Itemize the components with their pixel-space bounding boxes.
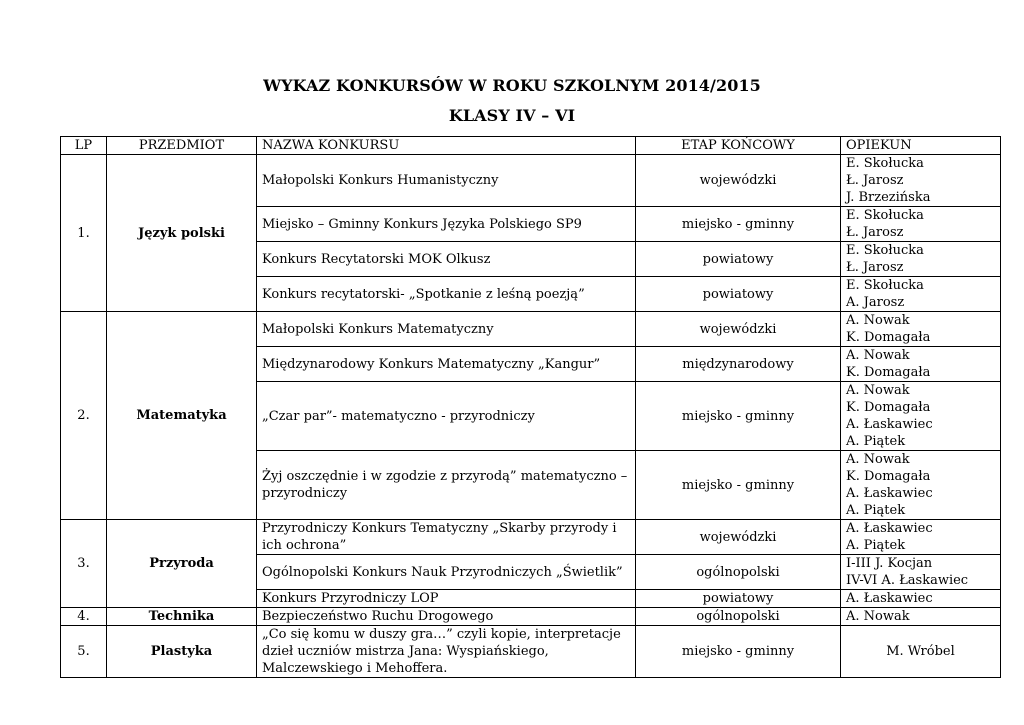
table-row	[61, 520, 1001, 555]
guardian-name: E. Skołucka	[846, 156, 924, 171]
final-stage-cell: ogólnopolski	[636, 608, 841, 626]
contest-name-cell: Żyj oszczędnie i w zgodzie z przyrodą” matematyczno – przyrodniczy	[257, 451, 636, 520]
guardian-name: Ł. Jarosz	[846, 173, 904, 188]
guardian-cell	[841, 608, 1001, 626]
guardian-name: E. Skołucka	[846, 208, 924, 223]
final-stage-cell: miejsko - gminny	[636, 382, 841, 451]
row-number: 1.	[61, 155, 107, 312]
header-guardian: OPIEKUN	[841, 137, 1001, 155]
final-stage-cell: powiatowy	[636, 242, 841, 277]
final-stage-cell: wojewódzki	[636, 312, 841, 347]
guardian-name: K. Domagała	[846, 400, 931, 415]
guardian-name: A. Łaskawiec	[846, 486, 933, 501]
subject-cell: Język polski	[107, 155, 257, 312]
guardian-name: A. Łaskawiec	[846, 521, 933, 536]
row-number: 4.	[61, 608, 107, 626]
guardian-name: A. Jarosz	[846, 295, 905, 310]
guardian-name: IV-VI A. Łaskawiec	[846, 573, 969, 588]
contest-name-cell: Konkurs Recytatorski MOK Olkusz	[257, 242, 636, 277]
guardian-cell	[841, 626, 1001, 678]
guardian-cell	[841, 242, 1001, 277]
contest-name-cell: „Czar par”- matematyczno - przyrodniczy	[257, 382, 636, 451]
guardian-cell	[841, 451, 1001, 520]
guardian-cell	[841, 555, 1001, 590]
guardian-cell	[841, 312, 1001, 347]
contest-name-cell: Konkurs recytatorski- „Spotkanie z leśną poezją”	[257, 277, 636, 312]
contest-name-cell: Ogólnopolski Konkurs Nauk Przyrodniczych „Świetlik”	[257, 555, 636, 590]
header-lp: LP	[61, 137, 107, 155]
guardian-name: A. Łaskawiec	[846, 591, 933, 606]
guardian-name: A. Piątek	[846, 434, 906, 449]
final-stage-cell: międzynarodowy	[636, 347, 841, 382]
header-subject: PRZEDMIOT	[107, 137, 257, 155]
contest-name-cell: Przyrodniczy Konkurs Tematyczny „Skarby przyrody i ich ochrona”	[257, 520, 636, 555]
subject-cell: Plastyka	[107, 626, 257, 678]
guardian-cell	[841, 207, 1001, 242]
contest-name-cell: Miejsko – Gminny Konkurs Języka Polskiego SP9	[257, 207, 636, 242]
final-stage-cell: powiatowy	[636, 277, 841, 312]
final-stage-cell: wojewódzki	[636, 155, 841, 207]
guardian-name: E. Skołucka	[846, 243, 924, 258]
final-stage-cell: ogólnopolski	[636, 555, 841, 590]
guardian-name: K. Domagała	[846, 330, 931, 345]
guardian-cell	[841, 347, 1001, 382]
contest-name-cell: Małopolski Konkurs Matematyczny	[257, 312, 636, 347]
contest-name-cell: „Co się komu w duszy gra…” czyli kopie, interpretacje dzieł uczniów mistrza Jana: Wyspiańskiego, Malczewskiego i Mehoffera.	[257, 626, 636, 678]
table-row	[61, 155, 1001, 207]
guardian-name: A. Nowak	[846, 348, 910, 363]
guardian-name: K. Domagała	[846, 365, 931, 380]
guardian-name: Ł. Jarosz	[846, 225, 904, 240]
guardian-name: J. Brzezińska	[846, 190, 931, 205]
guardian-cell	[841, 382, 1001, 451]
guardian-name: A. Nowak	[846, 609, 910, 624]
final-stage-cell: powiatowy	[636, 590, 841, 608]
guardian-cell	[841, 277, 1001, 312]
subject-cell: Przyroda	[107, 520, 257, 608]
row-number: 5.	[61, 626, 107, 678]
table-row	[61, 608, 1001, 626]
guardian-name: E. Skołucka	[846, 278, 924, 293]
contest-name-cell: Konkurs Przyrodniczy LOP	[257, 590, 636, 608]
guardian-cell	[841, 155, 1001, 207]
guardian-name: A. Nowak	[846, 313, 910, 328]
contests-table	[60, 136, 1001, 678]
row-number: 2.	[61, 312, 107, 520]
guardian-name: A. Łaskawiec	[846, 417, 933, 432]
row-number: 3.	[61, 520, 107, 608]
final-stage-cell: miejsko - gminny	[636, 207, 841, 242]
final-stage-cell: miejsko - gminny	[636, 451, 841, 520]
document-subtitle: KLASY IV – VI	[448, 106, 576, 125]
guardian-name: A. Piątek	[846, 503, 906, 518]
table-row	[61, 312, 1001, 347]
guardian-cell	[841, 590, 1001, 608]
document-title: WYKAZ KONKURSÓW W ROKU SZKOLNYM 2014/2015	[263, 76, 761, 95]
guardian-cell	[841, 520, 1001, 555]
subject-cell: Matematyka	[107, 312, 257, 520]
contest-name-cell: Bezpieczeństwo Ruchu Drogowego	[257, 608, 636, 626]
guardian-name: I-III J. Kocjan	[846, 556, 933, 571]
subject-cell: Technika	[107, 608, 257, 626]
guardian-name: A. Nowak	[846, 452, 910, 467]
guardian-name: M. Wróbel	[886, 644, 955, 659]
guardian-name: K. Domagała	[846, 469, 931, 484]
table-header-row	[61, 137, 1001, 155]
final-stage-cell: miejsko - gminny	[636, 626, 841, 678]
table-row	[61, 626, 1001, 678]
guardian-name: A. Piątek	[846, 538, 906, 553]
header-contest-name: NAZWA KONKURSU	[257, 137, 636, 155]
contest-name-cell: Małopolski Konkurs Humanistyczny	[257, 155, 636, 207]
guardian-name: Ł. Jarosz	[846, 260, 904, 275]
contest-name-cell: Międzynarodowy Konkurs Matematyczny „Kangur”	[257, 347, 636, 382]
final-stage-cell: wojewódzki	[636, 520, 841, 555]
header-final-stage: ETAP KOŃCOWY	[636, 137, 841, 155]
guardian-name: A. Nowak	[846, 383, 910, 398]
